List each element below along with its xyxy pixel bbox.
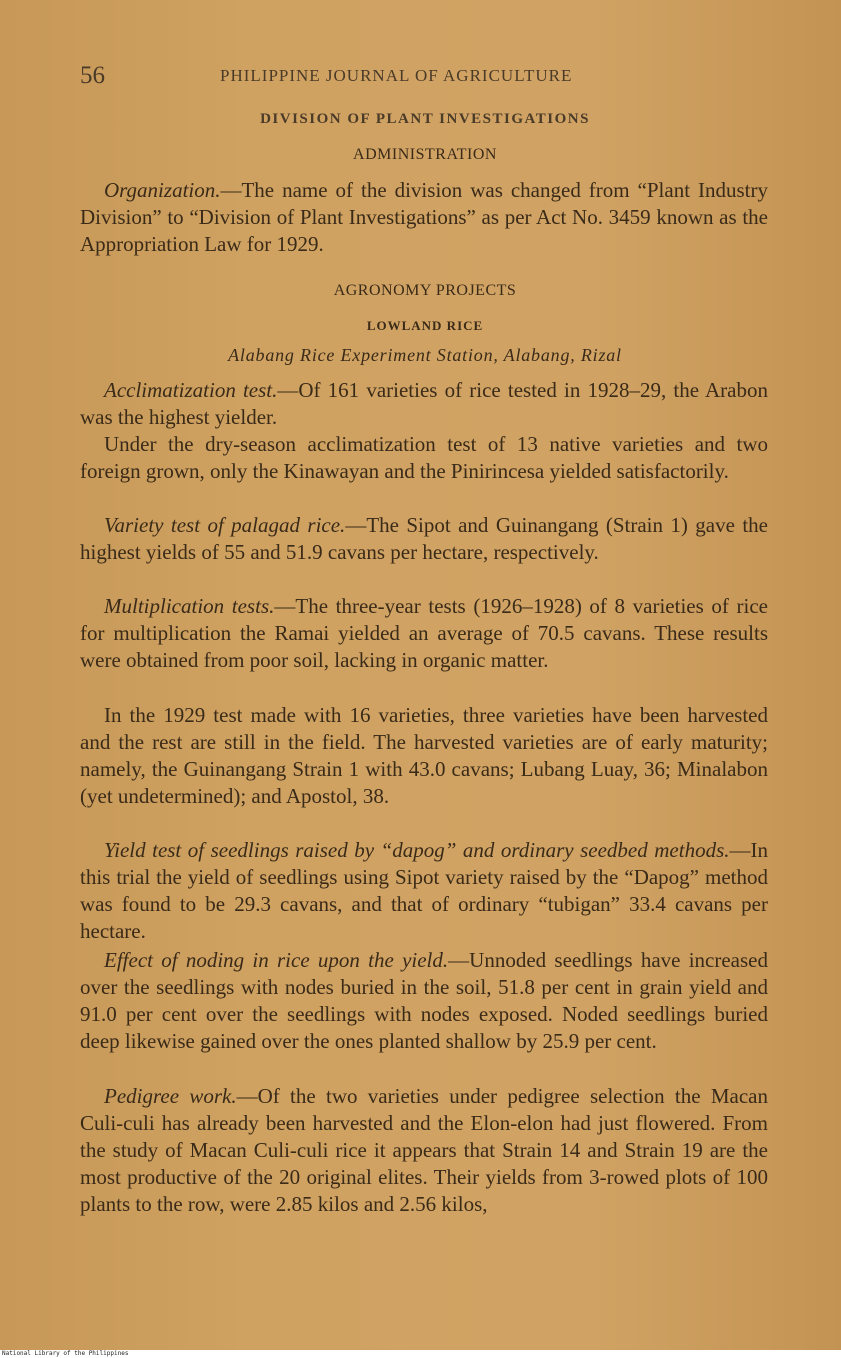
paragraph-text: —Of the two varieties under pedigree selection the Macan Culi-culi has already been harvested and the Elon-elon had just flowered. From the study of Macan Culi-culi rice it appears that Strain 14 and Strain 19 are the most productive of the 20 original elites. Their yields from 3-rowed plots of 100 plants to the row, were 2.85 kilos and 2.56 kilos, xyxy=(80,1084,768,1216)
paragraph-noding xyxy=(80,947,768,1055)
paragraph-text: In the 1929 test made with 16 varieties, three varieties have been harvested and the rest are still in the field. The harvested varieties are of early maturity; namely, the Guinangang Strain 1 with 43.0 cavans; Lubang Luay, 36; Minalabon (yet undetermined); and Apostol, 38. xyxy=(80,703,768,808)
page-number: 56 xyxy=(80,62,105,89)
agronomy-heading: AGRONOMY PROJECTS xyxy=(333,282,517,299)
paragraph-1929-test xyxy=(80,702,768,810)
paragraph-dry-season xyxy=(80,431,768,485)
paragraph-text: —Of 161 varieties of rice tested in 1928–29, the Arabon was the highest yielder. xyxy=(80,378,768,429)
paragraph-pedigree xyxy=(80,1083,768,1218)
paragraph-palagad xyxy=(80,512,768,566)
division-heading: DIVISION OF PLANT INVESTIGATIONS xyxy=(260,111,590,127)
paragraph-text: —The name of the division was changed from “Plant Industry Division” to “Division of Plant Investigations” as per Act No. 3459 known as the Appropriation Law for 1929. xyxy=(80,178,768,256)
running-head: PHILIPPINE JOURNAL OF AGRICULTURE xyxy=(220,66,573,85)
paragraph-text: —Unnoded seedlings have increased over the seedlings with nodes buried in the soil, 51.8 per cent in grain yield and 91.0 per cent over the seedlings with nodes exposed. Noded seedlings buried deep likewise gained over the ones planted shallow by 25.9 per cent. xyxy=(80,948,768,1053)
paragraph-lead: Multiplication tests. xyxy=(104,594,275,618)
paragraph-text: Under the dry-season acclimatization test of 13 native varieties and two foreign grown, only the Kinawayan and the Pinirincesa yielded satisfactorily. xyxy=(80,432,768,483)
paragraph-text: —The three-year tests (1926–1928) of 8 varieties of rice for multiplication the Ramai yielded an average of 70.5 cavans. These results were obtained from poor soil, lacking in organic matter. xyxy=(80,594,769,672)
paragraph-lead: Acclimatization test. xyxy=(104,378,278,402)
paragraph-dapog xyxy=(80,837,768,945)
page-header xyxy=(80,62,770,92)
administration-heading: ADMINISTRATION xyxy=(353,146,497,163)
paragraph-text: —In this trial the yield of seedlings using Sipot variety raised by the “Dapog” method was found to be 29.3 cavans, and that of ordinary “tubigan” 33.4 cavans per hectare. xyxy=(80,838,768,943)
library-credit: National Library of the Philippines xyxy=(2,1350,129,1357)
paragraph-organization xyxy=(80,177,768,258)
paragraph-acclimatization xyxy=(80,377,768,431)
paragraph-lead: Yield test of seedlings raised by “dapog” and ordinary seedbed methods. xyxy=(104,838,730,862)
paragraph-multiplication xyxy=(80,593,768,674)
paragraph-text: —The Sipot and Guinangang (Strain 1) gave the highest yields of 55 and 51.9 cavans per hectare, respectively. xyxy=(80,513,769,564)
paragraph-lead: Organization. xyxy=(104,178,221,202)
paragraph-lead: Effect of noding in rice upon the yield. xyxy=(104,948,449,972)
paragraph-lead: Pedigree work. xyxy=(104,1084,237,1108)
lowland-rice-heading: LOWLAND RICE xyxy=(366,318,484,333)
station-heading: Alabang Rice Experiment Station, Alabang, Rizal xyxy=(228,345,622,365)
paragraph-lead: Variety test of palagad rice. xyxy=(104,513,346,537)
